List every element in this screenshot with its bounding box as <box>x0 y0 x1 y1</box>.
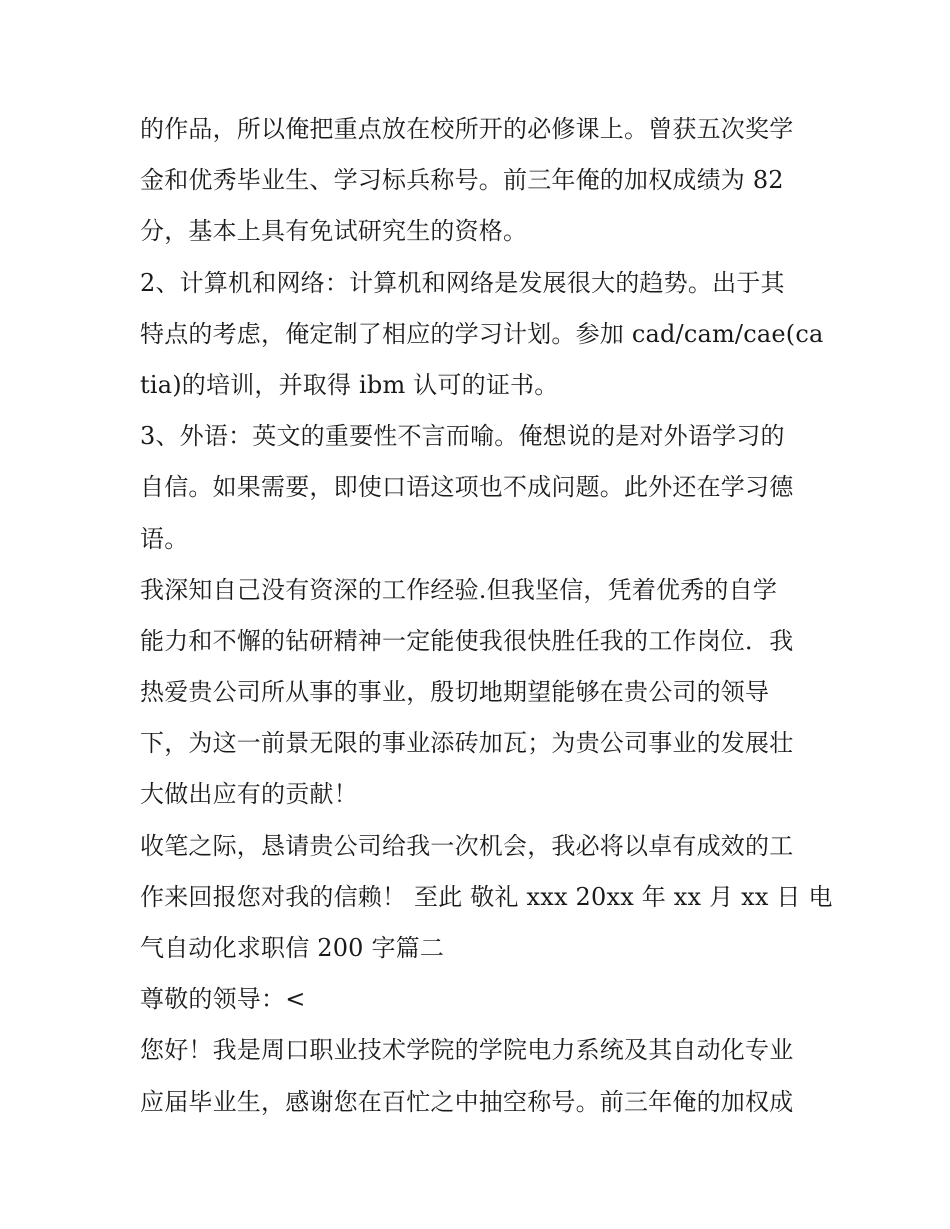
text-line: 大做出应有的贡献！ <box>140 780 358 809</box>
text-line: 您好！我是周口职业技术学院的学院电力系统及其自动化专业 <box>140 1036 794 1065</box>
text-line: 尊敬的领导：< <box>140 985 306 1014</box>
text-line: 的作品，所以俺把重点放在校所开的必修课上。曾获五次奖学 <box>140 115 794 143</box>
text-line: 热爱贵公司所从事的事业，殷切地期望能够在贵公司的领导 <box>140 678 770 707</box>
text-line: 收笔之际，恳请贵公司给我一次机会，我必将以卓有成效的工 <box>140 831 794 860</box>
text-line: 我深知自己没有资深的工作经验.但我坚信，凭着优秀的自学 <box>140 575 778 604</box>
text-line: 应届毕业生，感谢您在百忙之中抽空称号。前三年俺的加权成 <box>140 1087 794 1116</box>
text-line: 气自动化求职信 200 字篇二 <box>140 934 445 962</box>
document-body <box>140 104 833 1128</box>
text-line: 自信。如果需要，即使口语这项也不成问题。此外还在学习德 <box>140 473 794 502</box>
text-line: 2、计算机和网络：计算机和网络是发展很大的趋势。出于其 <box>140 268 785 297</box>
text-line: 语。 <box>140 524 189 553</box>
text-line: 金和优秀毕业生、学习标兵称号。前三年俺的加权成绩为 82 <box>140 166 784 195</box>
text-line: tia)的培训，并取得 ibm 认可的证书。 <box>140 370 559 399</box>
text-line: 能力和不懈的钻研精神一定能使我很快胜任我的工作岗位．我 <box>140 626 794 655</box>
text-line: 下，为这一前景无限的事业添砖加瓦；为贵公司事业的发展壮 <box>140 729 794 758</box>
text-line: 特点的考虑，俺定制了相应的学习计划。参加 cad/cam/cae(ca <box>140 319 824 348</box>
text-line: 作来回报您对我的信赖！ 至此 敬礼 xxx 20xx 年 xx 月 xx 日 电 <box>140 882 833 911</box>
text-line: 3、外语：英文的重要性不言而喻。俺想说的是对外语学习的 <box>140 422 785 451</box>
text-line: 分，基本上具有免试研究生的资格。 <box>140 217 528 246</box>
